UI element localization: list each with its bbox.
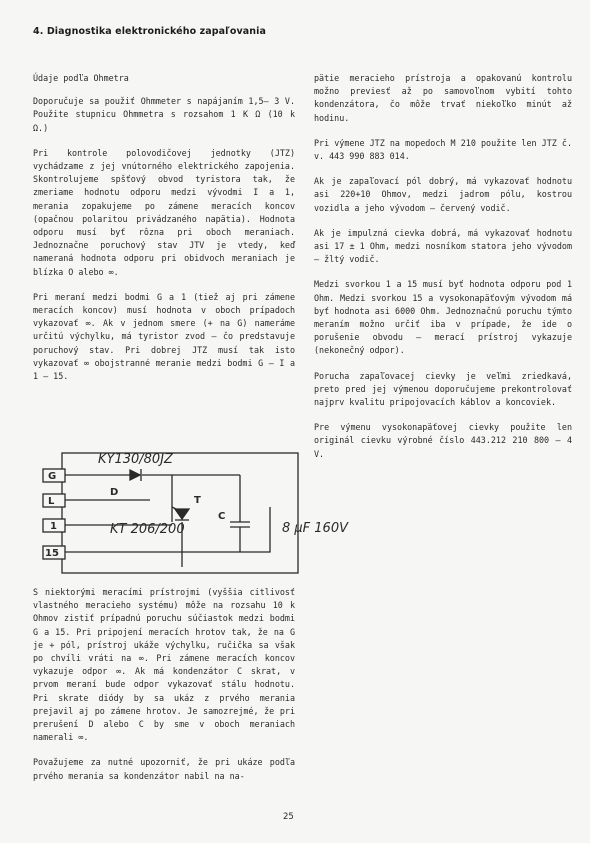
paragraph: Pri výmene JTZ na mopedoch M 210 použite len JTZ č. v. 443 990 883 014. (314, 137, 572, 162)
terminal-1-label: 1 (50, 521, 57, 532)
paragraph: Porucha zapaľovacej cievky je veľmi zriedkavá, preto pred jej výmenou doporučujeme prekontrolovať najprv kvalitu pripojovacích káblov a koncoviek. (314, 370, 572, 408)
page-number: 25 (283, 812, 294, 822)
paragraph: Považujeme za nutné upozorniť, že pri ukáze podľa prvého merania sa kondenzátor nabil na na- (33, 757, 295, 781)
diode-label: D (110, 487, 119, 498)
capacitor-label: C (218, 511, 226, 522)
paragraph: Ak je impulzná cievka dobrá, má vykazovať hodnotu asi 17 ± 1 Ohm, medzi nosníkom statora jeho vývodom — žltý vodič. (314, 227, 572, 265)
handwritten-capacitor-value: 8 μF 160V (282, 521, 348, 536)
handwritten-diode-type: KY130/80JZ (98, 452, 173, 467)
paragraph: Doporučuje sa použiť Ohmmeter s napájaním 1,5— 3 V. Použite stupnicu Ohmmetra s rozsahom 1 K Ω (10 k Ω.) (33, 96, 295, 133)
left-column-bottom (33, 586, 295, 795)
handwritten-thyristor-type: KT 206/200 (110, 522, 185, 537)
paragraph: Pri kontrole polovodičovej jednotky (JTZ) vychádzame z jej vnútorného elektrického zapojenia. Skontrolujeme spšťový obvod tyristora tak, že zmeriame hodnotu odporu medzi vývodmi I a 1, merania zopakujeme po zámene meracích koncov (opačnou polaritou privádzaného napätia). Hodnota odporu musí byť rôzna pri oboch meraniach. Jednoznačne poruchový stav JTV je vtedy, keď nameraná hodnota odporu pri obidvoch meraniach je blízka O alebo ∞. (33, 147, 295, 277)
diode-symbol (130, 470, 140, 480)
right-column (314, 72, 572, 473)
section-heading: 4. Diagnostika elektronického zapaľovania (33, 26, 266, 37)
thyristor-symbol (175, 509, 189, 519)
paragraph: Pri meraní medzi bodmi G a 1 (tiež aj pri zámene meracích koncov) musí hodnota v oboch prípadoch vykazovať ∞. Ak v jednom smere (+ na G) nameráme určitú výchylku, má tyristor zvod — čo predstavuje poruchový stav. Pri dobrej JTZ musí tak isto vykazovať ∞ obojstranné meranie medzi bodmi G — I a 1 — 15. (33, 291, 295, 382)
paragraph: Pre výmenu vysokonapäťovej cievky použite len originál cievku výrobné číslo 443.212 210 800 — 4 V. (314, 422, 572, 459)
subheading-ohmmeter: Údaje podľa Ohmetra (33, 73, 129, 83)
left-column (33, 72, 295, 395)
paragraph: S niektorými meracími prístrojmi (vyššia citlivosť vlastného meracieho systému) môže na rozsahu 10 k Ohmov zistiť prípadnú poruchu súčiastok medzi bodmi G a 15. Pri pripojení meracích hrotov tak, že na G je + pól, prístroj ukáže výchylku, ručička sa však po chvíli vráti na ∞. Pri zámene meracích koncov vykazuje odpor ∞. Ak má kondenzátor C skrat, v prvom meraní bude odpor vykazovať stálu hodnotu. Pri skrate diódy by sa ukáz z prvého merania prejavil aj po zámene hrotov. Je samozrejmé, že pri prerušení D alebo C by sme v oboch meraniach namerali ∞. (33, 587, 295, 743)
paragraph: Medzi svorkou 1 a 15 musí byť hodnota odporu pod 1 Ohm. Medzi svorkou 15 a vysokonapäťovým vývodom má byť hodnota asi 6000 Ohm. Jednoznačnú poruchu týmto meraním možno určiť iba v prípade, že ide o porušenie obvodu — merací prístroj vykazuje (nekonečný odpor). (314, 279, 572, 356)
terminal-15-label: 15 (45, 548, 59, 559)
thyristor-label: T (194, 495, 201, 506)
terminal-l-label: L (48, 496, 55, 507)
paragraph: pätie meracieho prístroja a opakovanú kontrolu možno previesť až po samovoľnom vybití tohto kondenzátora, čo môže trvať niekoľko minút až hodinu. (314, 73, 572, 123)
terminal-g-label: G (48, 471, 57, 482)
paragraph: Ak je zapaľovací pól dobrý, má vykazovať hodnotu asi 220+10 Ohmov, medzi jadrom pólu, kostrou vozidla a jeho vývodom — červený vodič. (314, 176, 572, 213)
